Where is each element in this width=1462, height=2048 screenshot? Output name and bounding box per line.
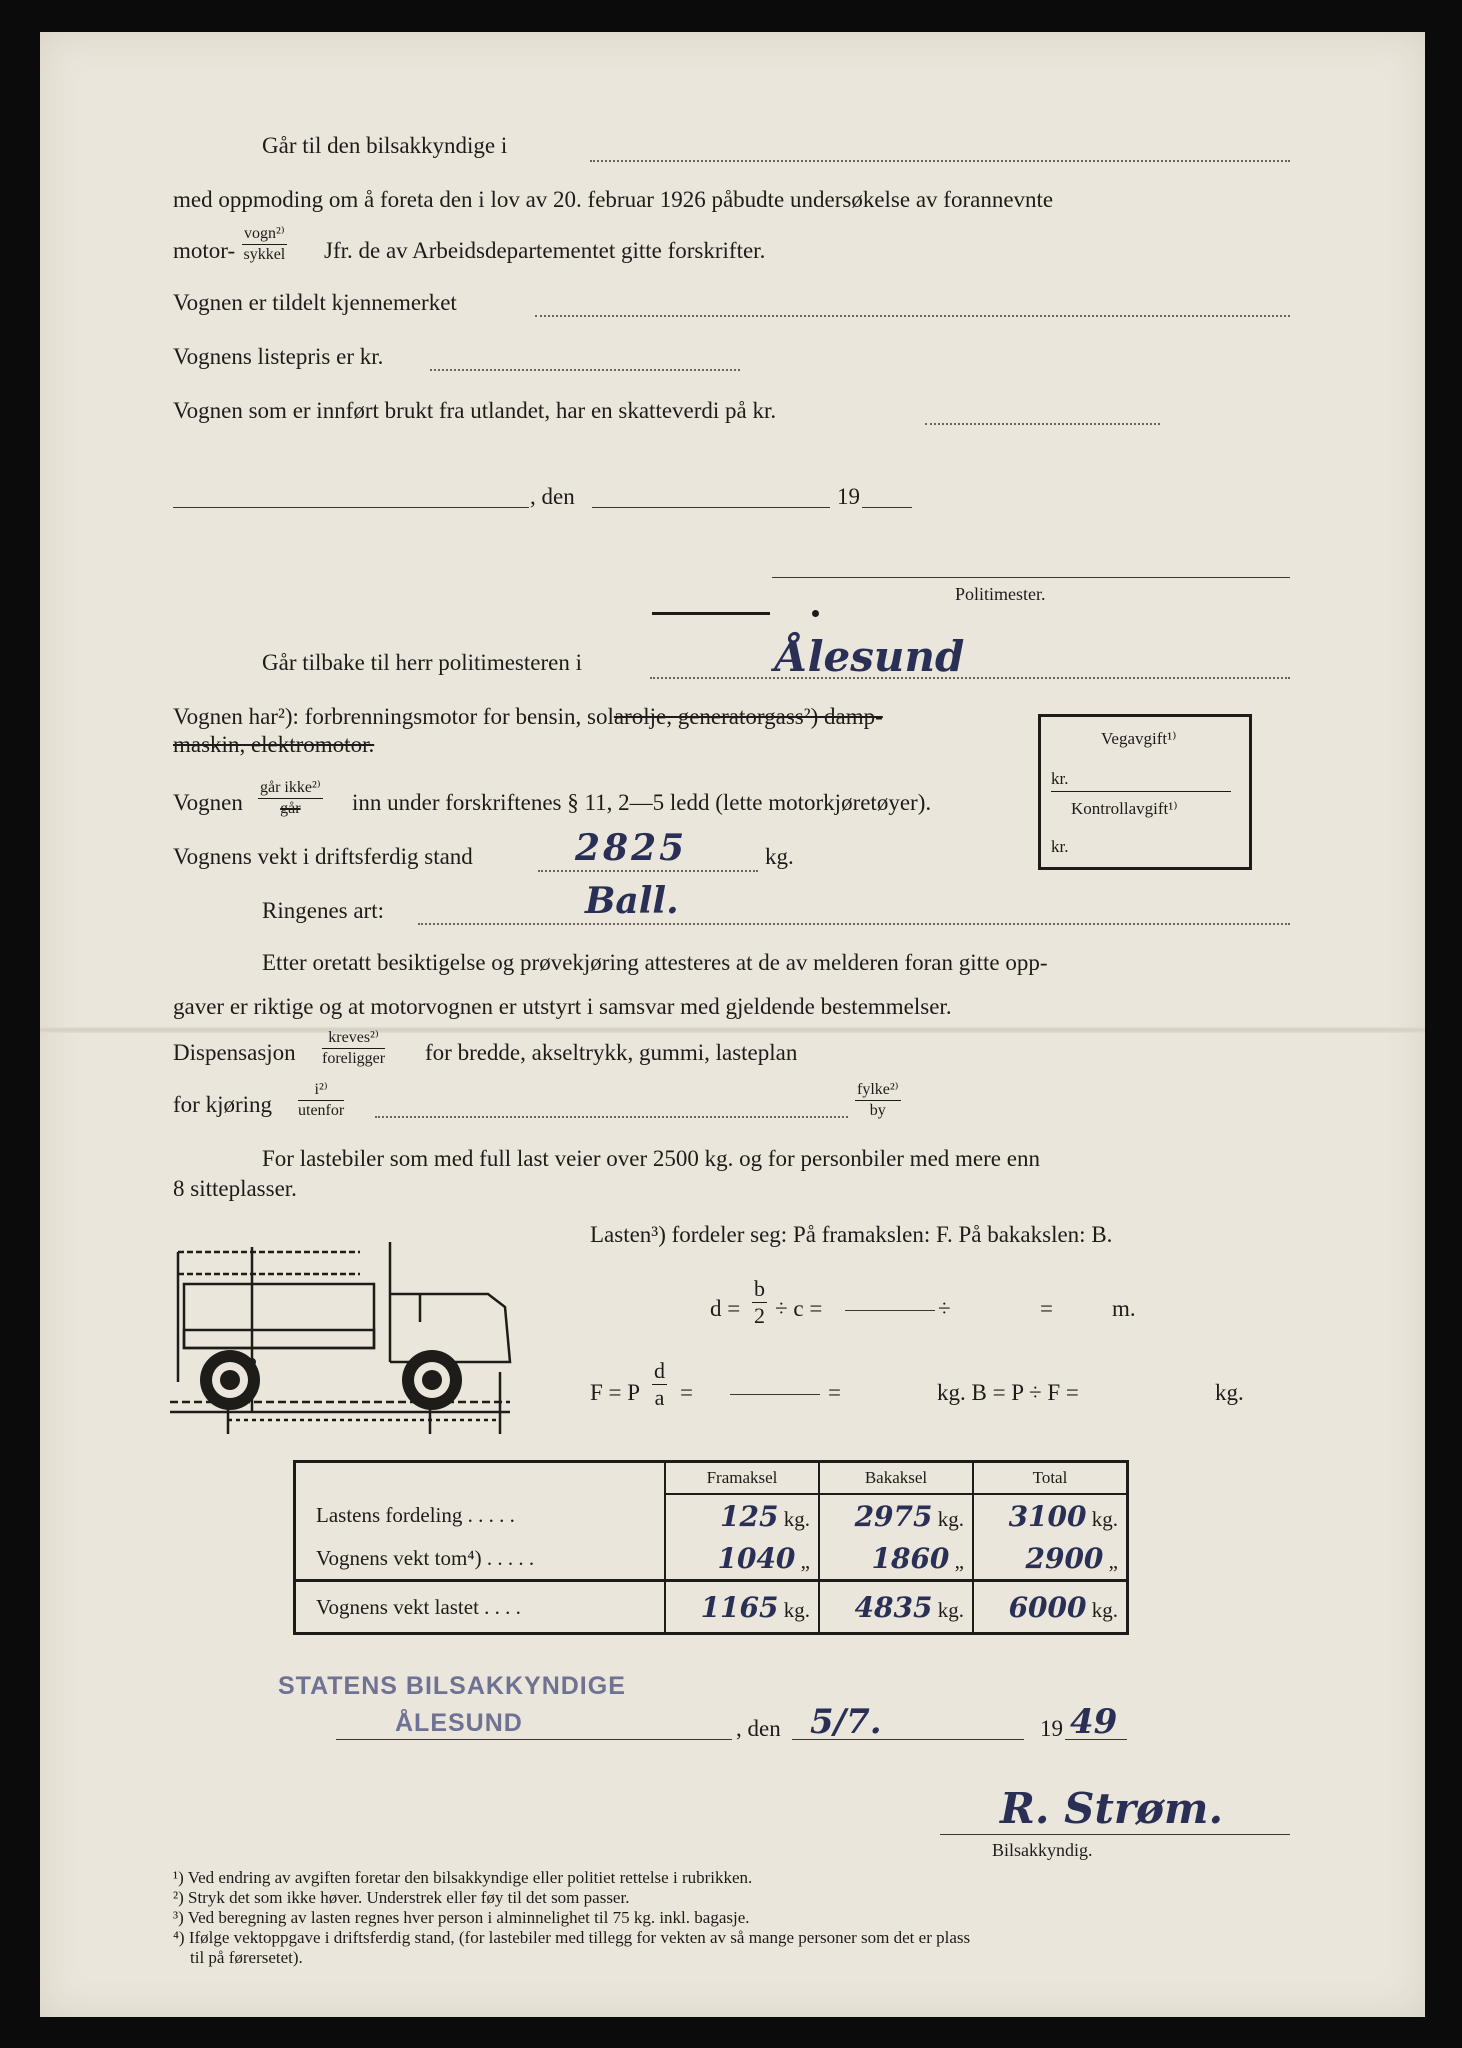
tyre-label: Ringenes art: xyxy=(262,898,384,923)
tyre-field xyxy=(418,923,1290,925)
fd-label: d xyxy=(654,1358,665,1383)
request-text: med oppmoding om å foreta den i lov av 20. februar 1926 påbudte undersøkelse av forannevnte xyxy=(173,187,1054,212)
weight-label: Vognens vekt i driftsferdig stand xyxy=(173,844,473,869)
fee-box xyxy=(1038,714,1252,870)
row-label: Vognens vekt tom⁴) . . . . . xyxy=(316,1545,535,1570)
footnote-4: ⁴) Ifølge vektoppgave i driftsferdig stand, (for lastebiler med tillegg for vekten av så mange personer som det er plass xyxy=(173,1928,971,1947)
row-label: Vognens vekt lastet . . . . xyxy=(295,1581,666,1634)
bilsakkyndig-label: Bilsakkyndig. xyxy=(992,1840,1093,1860)
weight-unit: kg. xyxy=(765,844,794,869)
gar-fraction xyxy=(258,780,323,817)
table-cell xyxy=(973,1581,1128,1634)
motor-prefix: motor- xyxy=(173,238,236,263)
f-eq2: = xyxy=(680,1380,693,1405)
footnote-4-cont: til på førersetet). xyxy=(173,1948,303,1967)
table-row xyxy=(295,1537,1128,1581)
disp-rest: for bredde, akseltrykk, gummi, lasteplan xyxy=(425,1040,798,1065)
table-cell xyxy=(665,1537,819,1581)
return-field xyxy=(650,677,1290,679)
by-label: by xyxy=(869,1102,886,1119)
skatteverdi-label: Vognen som er innført brukt fra utlandet, har en skatteverdi på kr. xyxy=(173,398,777,423)
signoff-year: 19 xyxy=(1040,1716,1063,1741)
minus-c: ÷ c = xyxy=(775,1296,823,1321)
f-eq3: = xyxy=(828,1380,841,1405)
table-cell xyxy=(665,1581,819,1634)
table-cell xyxy=(973,1494,1128,1537)
signature-line xyxy=(940,1834,1290,1835)
table-cell xyxy=(665,1494,819,1537)
signoff-date-handwritten: 5/7. xyxy=(810,1702,882,1742)
signoff-place-line xyxy=(336,1739,732,1740)
engine-type-line xyxy=(173,704,883,730)
table-cell xyxy=(973,1537,1128,1581)
stamp-line2: ÅLESUND xyxy=(395,1709,523,1737)
goes-to-label: Går til den bilsakkyndige i xyxy=(262,133,508,158)
kontrollavgift-label: Kontrollavgift¹⁾ xyxy=(1071,799,1178,818)
kjennemerke-label: Vognen er tildelt kjennemerket xyxy=(173,290,457,315)
cell-unit: „ xyxy=(954,1548,964,1573)
return-label: Går tilbake til herr politimesteren i xyxy=(262,650,582,675)
kjoring-fraction xyxy=(298,1082,344,1119)
two-label: 2 xyxy=(754,1303,765,1328)
cell-value: 4835 xyxy=(854,1590,933,1624)
m-unit: m. xyxy=(1112,1296,1136,1321)
attest-line1: Etter oretatt besiktigelse og prøvekjøring attesteres at de av melderen foran gitte opp- xyxy=(262,950,1048,975)
disp-fraction xyxy=(322,1030,385,1067)
goes-to-field xyxy=(590,160,1290,162)
fa-label: a xyxy=(654,1385,665,1410)
footnote-1: ¹) Ved endring av avgiften foretar den bilsakkyndige eller politiet rettelse i rubrikken. xyxy=(173,1868,753,1887)
lastebil-line2: 8 sitteplasser. xyxy=(173,1176,297,1201)
d-equals: d = xyxy=(710,1296,741,1321)
cell-value: 125 xyxy=(720,1499,779,1533)
engine-type-struck-line2: maskin, elektromotor. xyxy=(173,732,375,757)
signoff-den: , den xyxy=(736,1716,781,1741)
den-label: , den xyxy=(530,484,575,509)
date-line xyxy=(592,507,830,508)
table-header-row xyxy=(295,1462,1128,1495)
table-cell xyxy=(819,1537,973,1581)
gar-ikke: går ikke²⁾ xyxy=(258,780,323,799)
stamp-line1: STATENS BILSAKKYNDIGE xyxy=(278,1672,626,1700)
header-total: Total xyxy=(973,1462,1128,1495)
politimester-signature-line xyxy=(772,577,1290,578)
kjoring-field xyxy=(375,1116,848,1118)
d-over-a xyxy=(652,1360,667,1409)
year-label: 19 xyxy=(837,484,860,509)
motor-vogn: vogn²⁾ xyxy=(242,226,287,245)
table-row xyxy=(295,1581,1128,1634)
cell-unit: „ xyxy=(800,1548,810,1573)
cell-value: 1040 xyxy=(717,1541,796,1575)
d-eq2: = xyxy=(1040,1296,1053,1321)
fylke-label: fylke²⁾ xyxy=(855,1082,901,1101)
cell-value: 2975 xyxy=(854,1499,933,1533)
table-row xyxy=(295,1494,1128,1537)
truck-diagram xyxy=(170,1212,530,1437)
year-line xyxy=(862,507,912,508)
signature: R. Strøm. xyxy=(1000,1784,1224,1833)
kjoring-prefix: for kjøring xyxy=(173,1092,273,1117)
cell-unit: „ xyxy=(1108,1548,1118,1573)
cell-value: 1860 xyxy=(871,1541,950,1575)
kjennemerke-field xyxy=(535,315,1290,317)
motor-fraction xyxy=(242,226,287,263)
fylke-fraction xyxy=(855,1082,901,1119)
cell-unit: kg. xyxy=(783,1506,810,1531)
cell-value: 2900 xyxy=(1025,1541,1104,1575)
engine-type-struck: arolje, generatorgass²) damp- xyxy=(613,704,883,729)
kjoring-i: i²⁾ xyxy=(298,1082,344,1101)
tyre-value-handwritten: Ball. xyxy=(585,880,679,922)
kontrollavgift-kr: kr. xyxy=(1051,837,1069,856)
cell-unit: kg. xyxy=(937,1597,964,1622)
weight-field xyxy=(538,870,758,872)
header-empty xyxy=(295,1462,666,1495)
document-page xyxy=(40,32,1425,2017)
cell-value: 3100 xyxy=(1008,1499,1087,1533)
signoff-year-handwritten: 49 xyxy=(1070,1702,1118,1742)
header-framaksel: Framaksel xyxy=(665,1462,819,1495)
divider-dot xyxy=(812,610,819,617)
section-divider xyxy=(652,612,770,615)
gar-struck: går xyxy=(280,800,301,817)
cell-unit: kg. xyxy=(1091,1597,1118,1622)
cell-value: 1165 xyxy=(700,1590,779,1624)
regulations-text: Jfr. de av Arbeidsdepartementet gitte forskrifter. xyxy=(324,238,766,263)
gar-rest-text: inn under forskriftenes § 11, 2—5 ledd (lette motorkjøretøyer). xyxy=(352,790,932,815)
kg-end: kg. xyxy=(1215,1380,1244,1405)
f-equals: F = P xyxy=(590,1380,641,1405)
disp-foreligger: foreligger xyxy=(322,1050,386,1067)
kjoring-utenfor: utenfor xyxy=(298,1102,345,1119)
weight-value-handwritten: 2825 xyxy=(575,827,688,869)
attest-line2: gaver er riktige og at motorvognen er utstyrt i samsvar med gjeldende bestemmelser. xyxy=(173,994,952,1019)
lastebil-line1: For lastebiler som med full last veier over 2500 kg. og for personbiler med mere enn xyxy=(262,1146,1040,1171)
cell-unit: kg. xyxy=(1091,1506,1118,1531)
d-value-line xyxy=(845,1310,935,1311)
b-label: b xyxy=(754,1276,765,1301)
skatteverdi-field xyxy=(925,423,1160,425)
footnote-3: ³) Ved beregning av lasten regnes hver person i alminnelighet til 75 kg. inkl. bagasje. xyxy=(173,1908,750,1927)
cell-value: 6000 xyxy=(1008,1590,1087,1624)
load-distribution-text: Lasten³) fordeler seg: På framakslen: F. På bakakslen: B. xyxy=(590,1222,1113,1247)
cell-unit: kg. xyxy=(937,1506,964,1531)
motor-sykkel: sykkel xyxy=(243,246,286,263)
fold-crease xyxy=(40,1027,1425,1033)
d-divide: ÷ xyxy=(938,1296,951,1321)
b-formula: kg. B = P ÷ F = xyxy=(937,1380,1079,1405)
table-cell xyxy=(819,1581,973,1634)
disp-prefix: Dispensasjon xyxy=(173,1040,296,1065)
vegavgift-line xyxy=(1051,791,1231,792)
engine-type-text: Vognen har²): forbrenningsmotor for bensin, sol xyxy=(173,704,614,729)
return-place-handwritten: Ålesund xyxy=(775,632,965,681)
load-table xyxy=(293,1460,1129,1635)
disp-kreves: kreves²⁾ xyxy=(322,1030,385,1049)
listepris-label: Vognens listepris er kr. xyxy=(173,344,384,369)
b-over-2 xyxy=(752,1278,767,1327)
row-label: Lastens fordeling . . . . . xyxy=(316,1503,515,1527)
cell-unit: kg. xyxy=(783,1597,810,1622)
gar-prefix: Vognen xyxy=(173,790,243,815)
footnote-2: ²) Stryk det som ikke høver. Understrek eller føy til det som passer. xyxy=(173,1888,630,1907)
f-value-line xyxy=(730,1394,820,1395)
vegavgift-label: Vegavgift¹⁾ xyxy=(1101,729,1177,748)
listepris-field xyxy=(430,369,740,371)
politimester-label: Politimester. xyxy=(955,584,1046,604)
vegavgift-kr: kr. xyxy=(1051,769,1069,788)
place-line xyxy=(173,507,529,508)
header-bakaksel: Bakaksel xyxy=(819,1462,973,1495)
table-cell xyxy=(819,1494,973,1537)
